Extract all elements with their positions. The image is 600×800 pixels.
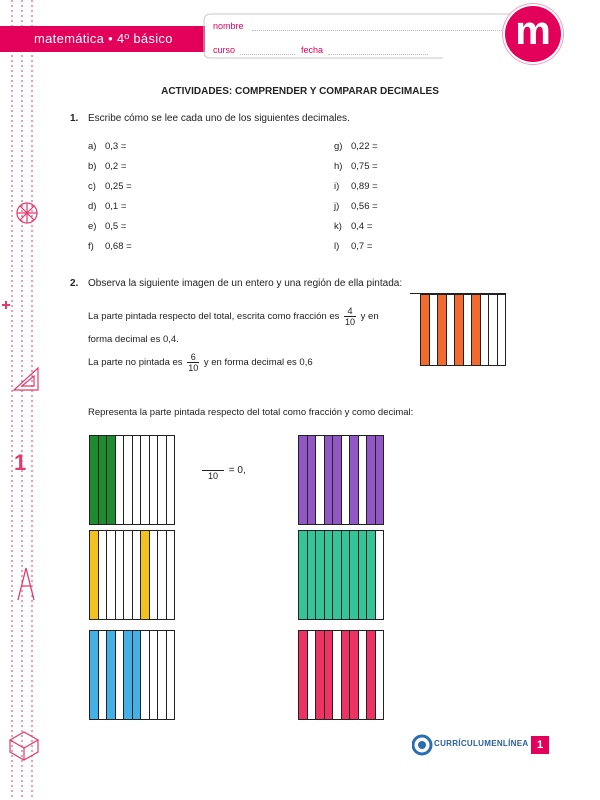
item-letter: k) bbox=[334, 221, 342, 232]
empty-strip bbox=[166, 530, 176, 620]
nombre-field[interactable] bbox=[252, 30, 502, 31]
explanation-line-3 bbox=[88, 352, 313, 373]
item-expression: 0,75 = bbox=[351, 161, 378, 172]
question-2-text: Observa la siguiente imagen de un entero y una región de ella pintada: bbox=[88, 278, 403, 289]
item-expression: 0,5 = bbox=[105, 221, 127, 232]
explanation-line-1 bbox=[88, 306, 379, 327]
fecha-field[interactable] bbox=[328, 54, 428, 55]
name-box-outline bbox=[203, 12, 555, 60]
decimal-item bbox=[88, 201, 126, 212]
fraction-numerator: 6 bbox=[187, 352, 199, 363]
exercise-strip-figure bbox=[298, 435, 383, 525]
page-title: ACTIVIDADES: COMPRENDER Y COMPARAR DECIMALES bbox=[161, 86, 439, 97]
empty-strip bbox=[166, 630, 176, 720]
question-1 bbox=[70, 113, 350, 124]
answer-numerator-blank[interactable] bbox=[202, 460, 224, 471]
item-letter: f) bbox=[88, 241, 94, 252]
empty-strip bbox=[497, 294, 507, 366]
decimal-item bbox=[334, 141, 378, 152]
empty-strip bbox=[375, 630, 385, 720]
exercise-strip-figure bbox=[89, 630, 174, 720]
decimal-item bbox=[88, 181, 132, 192]
item-letter: b) bbox=[88, 161, 97, 172]
answer-fraction bbox=[202, 460, 224, 481]
exercise-strip-figure bbox=[298, 530, 383, 620]
shaded-strip bbox=[375, 435, 385, 525]
item-letter: i) bbox=[334, 181, 340, 192]
decimal-item bbox=[88, 161, 126, 172]
exercise-strip-figure bbox=[89, 435, 174, 525]
curriculum-brand: CURRÍCULUMENLÍNEA bbox=[434, 739, 529, 748]
empty-strip bbox=[166, 435, 176, 525]
item-letter: a) bbox=[88, 141, 97, 152]
explanation-line-2: forma decimal es 0,4. bbox=[88, 334, 179, 345]
exercise-strip-figure bbox=[89, 530, 174, 620]
example-strip-figure bbox=[420, 294, 505, 366]
svg-text:1: 1 bbox=[14, 450, 27, 475]
item-expression: 0,25 = bbox=[105, 181, 132, 192]
answer-decimal-start: = 0, bbox=[228, 465, 246, 477]
subject-label: matemática • 4º básico bbox=[34, 31, 173, 46]
answer-denominator: 10 bbox=[207, 471, 218, 481]
item-letter: h) bbox=[334, 161, 343, 172]
line1-after: y en bbox=[360, 311, 379, 323]
item-letter: c) bbox=[88, 181, 96, 192]
wheel-icon bbox=[17, 203, 37, 223]
item-expression: 0,3 = bbox=[105, 141, 127, 152]
fraction-4-10 bbox=[344, 306, 356, 327]
item-expression: 0,2 = bbox=[105, 161, 127, 172]
page-number: 1 bbox=[531, 736, 549, 754]
question-2 bbox=[70, 278, 402, 289]
item-expression: 0,1 = bbox=[105, 201, 127, 212]
decimal-item bbox=[334, 161, 378, 172]
decimal-item bbox=[88, 241, 132, 252]
item-expression: 0,7 = bbox=[351, 241, 373, 252]
item-expression: 0,22 = bbox=[351, 141, 378, 152]
question-1-number: 1. bbox=[70, 113, 79, 124]
answer-template bbox=[200, 460, 246, 481]
item-letter: j) bbox=[334, 201, 340, 212]
item-letter: e) bbox=[88, 221, 97, 232]
item-expression: 0,89 = bbox=[351, 181, 378, 192]
question-1-text: Escribe cómo se lee cada uno de los siguientes decimales. bbox=[88, 113, 350, 124]
instruction-text: Representa la parte pintada respecto del total como fracción y como decimal: bbox=[88, 407, 414, 418]
decimal-item bbox=[334, 241, 372, 252]
line3-after: y en forma decimal es 0,6 bbox=[203, 357, 313, 369]
line3-before: La parte no pintada es bbox=[88, 357, 183, 369]
empty-strip bbox=[375, 530, 385, 620]
decimal-item bbox=[334, 181, 378, 192]
fraction-numerator: 4 bbox=[344, 306, 356, 317]
curso-label: curso bbox=[213, 45, 236, 55]
brand-logo bbox=[505, 6, 561, 62]
left-ruler-decoration bbox=[0, 0, 48, 800]
question-2-number: 2. bbox=[70, 278, 79, 289]
logo-letter: m bbox=[515, 9, 551, 53]
fraction-6-10 bbox=[187, 352, 199, 373]
decimal-item bbox=[334, 201, 378, 212]
fecha-label: fecha bbox=[301, 45, 324, 55]
curso-field[interactable] bbox=[240, 54, 295, 55]
item-letter: d) bbox=[88, 201, 97, 212]
item-letter: l) bbox=[334, 241, 340, 252]
item-letter: g) bbox=[334, 141, 343, 152]
fraction-denominator: 10 bbox=[345, 317, 356, 327]
line1-before: La parte pintada respecto del total, escrita como fracción es bbox=[88, 311, 340, 323]
decimal-item bbox=[88, 141, 126, 152]
decimal-item bbox=[334, 221, 372, 232]
fraction-denominator: 10 bbox=[188, 363, 199, 373]
item-expression: 0,68 = bbox=[105, 241, 132, 252]
item-expression: 0,4 = bbox=[351, 221, 373, 232]
decimal-item bbox=[88, 221, 126, 232]
nombre-label: nombre bbox=[213, 21, 244, 31]
exercise-strip-figure bbox=[298, 630, 383, 720]
item-expression: 0,56 = bbox=[351, 201, 378, 212]
